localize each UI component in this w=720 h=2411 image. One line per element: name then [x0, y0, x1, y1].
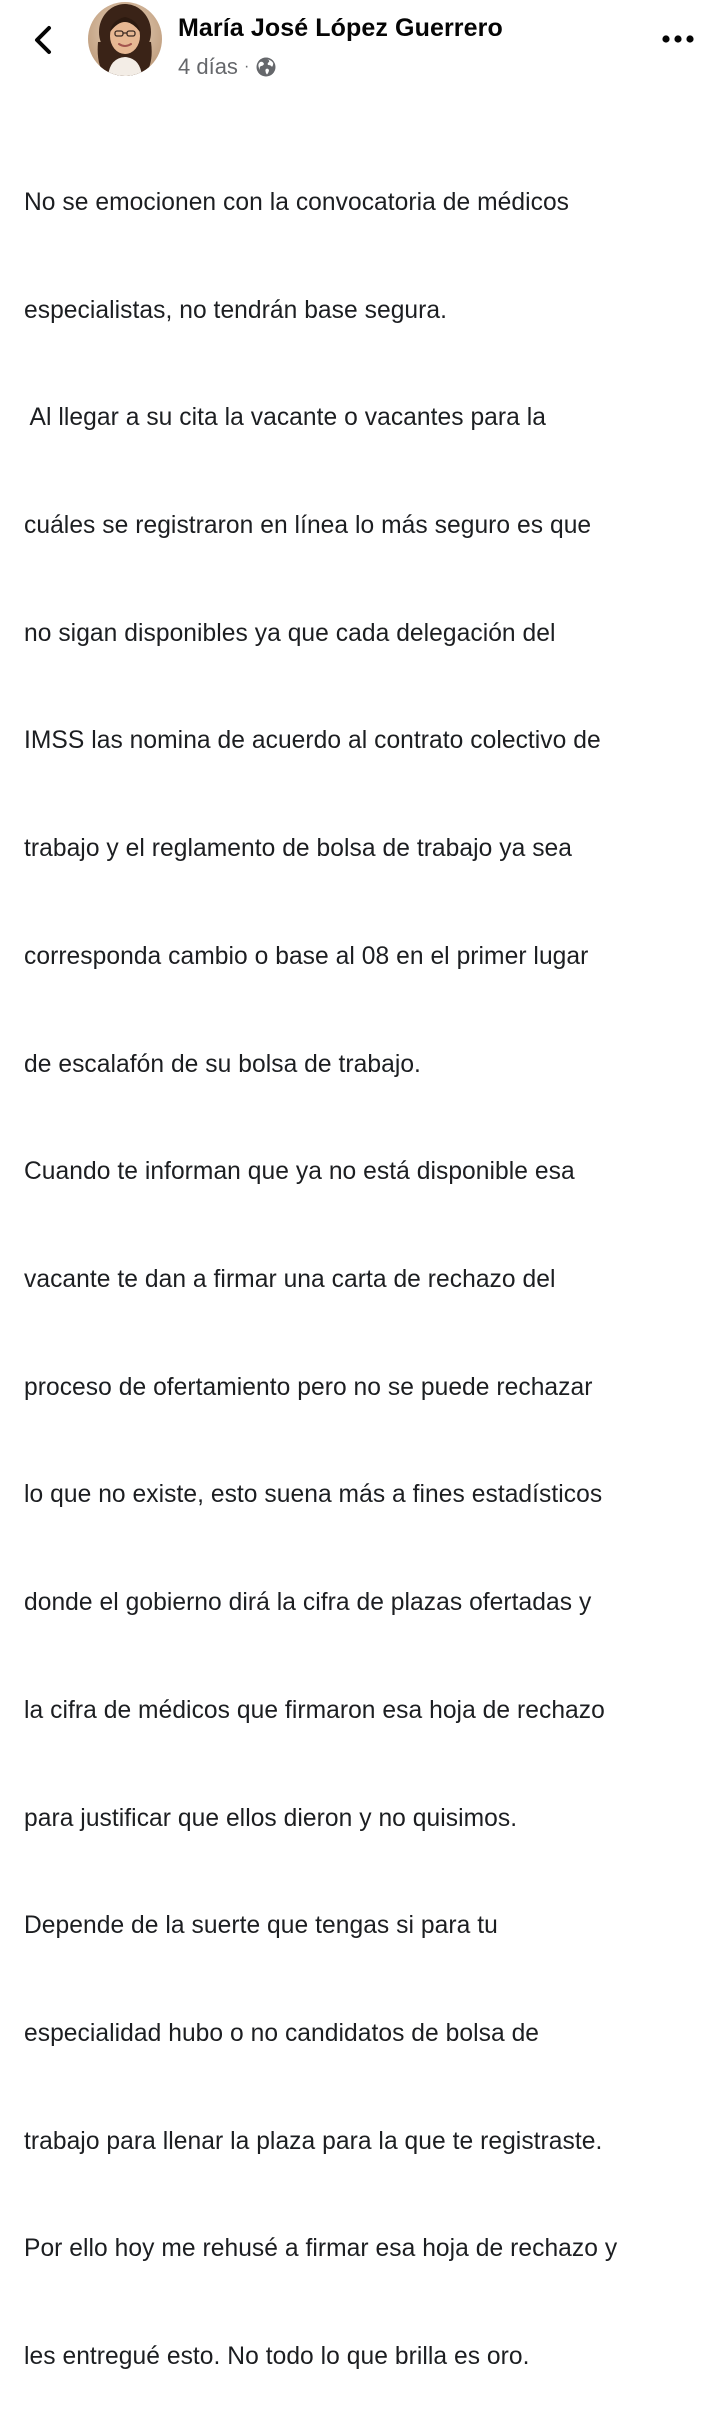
post-line: trabajo para llenar la plaza para la que te registraste.	[24, 2127, 603, 2155]
post-line: vacante te dan a firmar una carta de rechazo del	[24, 1266, 556, 1293]
post-line: donde el gobierno dirá la cifra de plazas ofertadas y	[24, 1589, 592, 1617]
post-line: la cifra de médicos que firmaron esa hoja de rechazo	[24, 1696, 605, 1724]
post-line: proceso de ofertamiento pero no se puede rechazar	[24, 1373, 593, 1401]
post-line: Al llegar a su cita la vacante o vacantes para la	[24, 404, 547, 432]
more-horizontal-icon	[661, 34, 695, 44]
more-options-button[interactable]	[660, 28, 696, 50]
post-header	[0, 0, 720, 100]
post-meta	[178, 54, 277, 80]
post-line: Por ello hoy me rehusé a firmar esa hoja de rechazo y	[24, 2235, 618, 2263]
post-line: Depende de la suerte que tengas si para tu	[24, 1912, 498, 1940]
post-line: les entregué esto. No todo lo que brilla es oro.	[24, 2343, 530, 2371]
post-line: de escalafón de su bolsa de trabajo.	[24, 1050, 421, 1078]
avatar[interactable]	[88, 2, 162, 76]
post-line: no sigan disponibles ya que cada delegación del	[24, 619, 556, 647]
meta-separator: ·	[243, 58, 250, 75]
post-line: lo que no existe, esto suena más a fines estadísticos	[24, 1481, 603, 1509]
back-button[interactable]	[26, 18, 60, 62]
post-line: especialidad hubo o no candidatos de bolsa de	[24, 2020, 540, 2048]
author-name[interactable]: María José López Guerrero	[178, 14, 503, 42]
post-time[interactable]: 4 días	[178, 54, 238, 79]
globe-icon	[255, 56, 277, 78]
post-line: IMSS las nomina de acuerdo al contrato colectivo de	[24, 727, 601, 755]
post-line: especialistas, no tendrán base segura.	[24, 296, 447, 324]
avatar-photo	[88, 2, 162, 76]
post-line: trabajo y el reglamento de bolsa de trabajo ya sea	[24, 835, 573, 863]
post-line: No se emocionen con la convocatoria de médicos	[24, 188, 570, 216]
post-line: Cuando te informan que ya no está disponible esa	[24, 1158, 575, 1186]
post-line: cuáles se registraron en línea lo más seguro es que	[24, 511, 592, 539]
post-line: corresponda cambio o base al 08 en el primer lugar	[24, 942, 589, 970]
post-line: para justificar que ellos dieron y no quisimos.	[24, 1804, 518, 1832]
post-text	[24, 113, 704, 2411]
chevron-left-icon	[33, 25, 53, 55]
